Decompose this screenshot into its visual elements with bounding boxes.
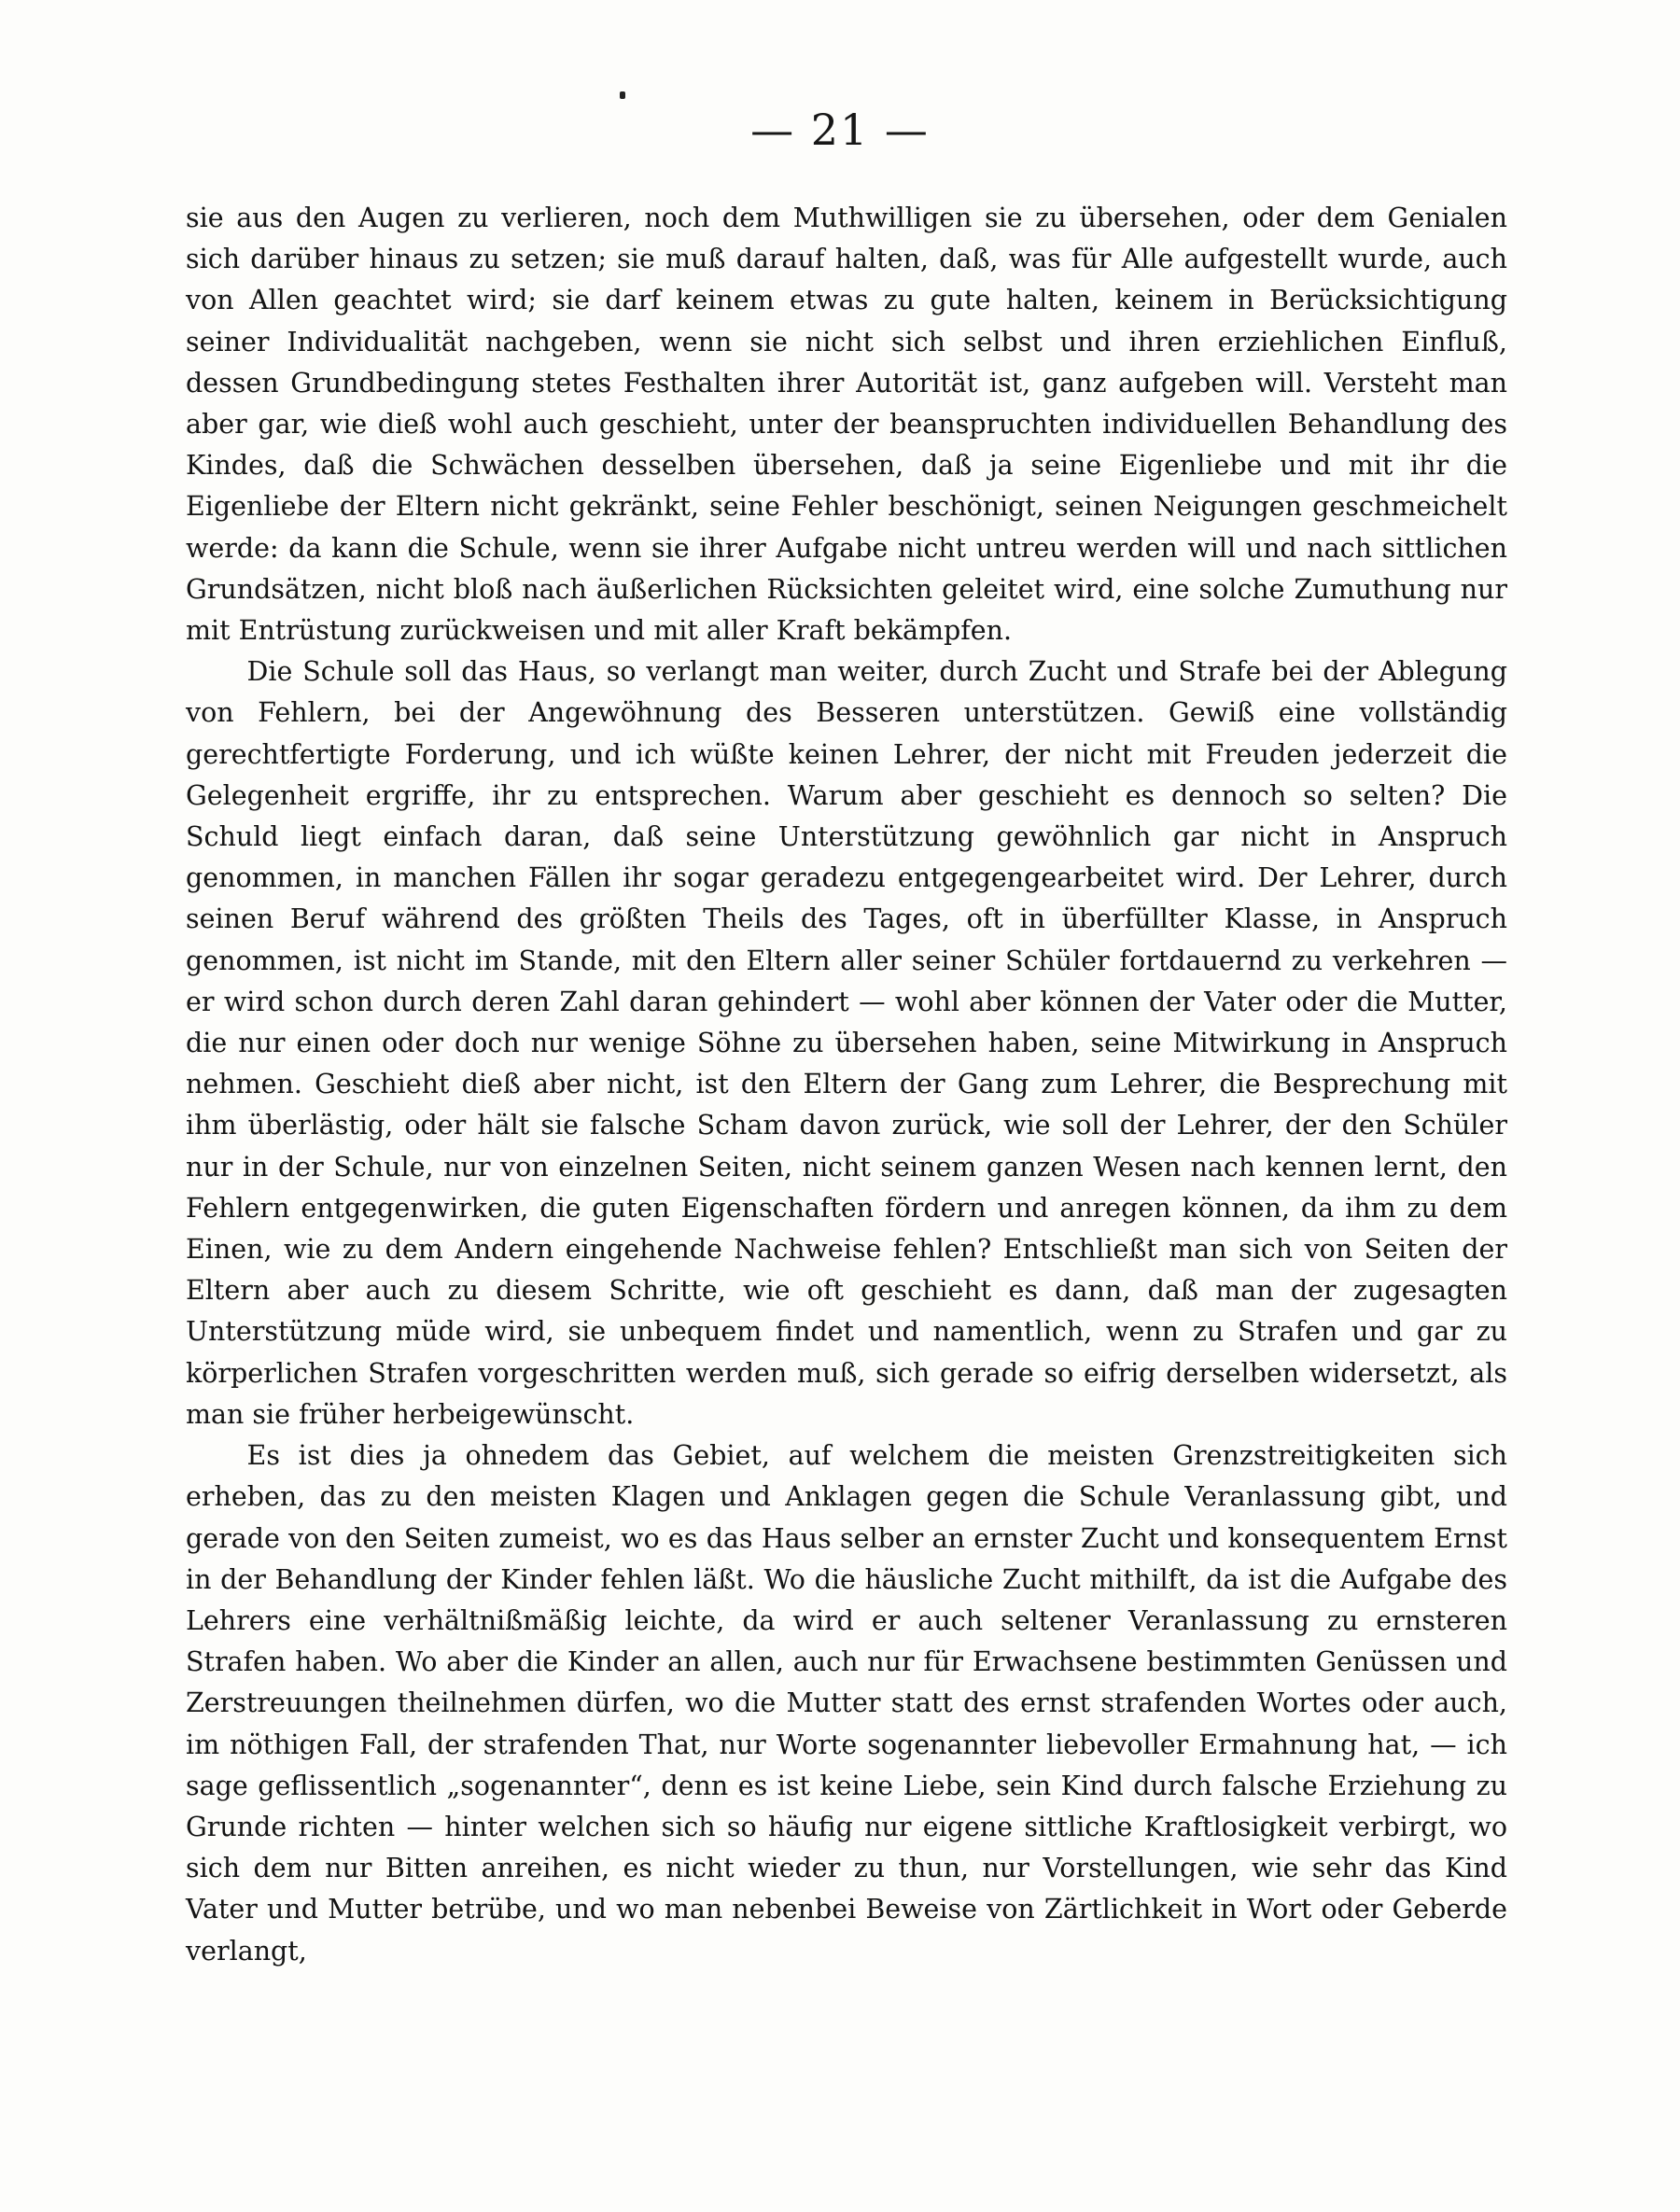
ink-speck bbox=[620, 91, 625, 99]
paragraph-school-house-discipline: Die Schule soll das Haus, so verlangt man weiter, durch Zucht und Strafe bei der Ablegung von Fehlern, bei der Angewöhnung des Besseren unterstützen. Gewiß eine vollständig gerechtfertigte Forderung, und ich wüßte keinen Lehrer, der nicht mit Freuden jederzeit die Gelegenheit ergriffe, ihr zu entsprechen. Warum aber geschieht es dennoch so selten? Die Schuld liegt einfach daran, daß seine Unterstützung gewöhnlich gar nicht in Anspruch genommen, in manchen Fällen ihr sogar geradezu entgegengearbeitet wird. Der Lehrer, durch seinen Beruf während des größten Theils des Tages, oft in überfüllter Klasse, in Anspruch genommen, ist nicht im Stande, mit den Eltern aller seiner Schüler fortdauernd zu verkehren — er wird schon durch deren Zahl daran gehindert — wohl aber können der Vater oder die Mutter, die nur einen oder doch nur wenige Söhne zu übersehen haben, seine Mitwirkung in Anspruch nehmen. Geschieht dieß aber nicht, ist den Eltern der Gang zum Lehrer, die Besprechung mit ihm überlästig, oder hält sie falsche Scham davon zurück, wie soll der Lehrer, der den Schüler nur in der Schule, nur von einzelnen Seiten, nicht seinem ganzen Wesen nach kennen lernt, den Fehlern entgegenwirken, die guten Eigenschaften fördern und anregen können, da ihm zu dem Einen, wie zu dem Andern eingehende Nachweise fehlen? Entschließt man sich von Seiten der Eltern aber auch zu diesem Schritte, wie oft geschieht es dann, daß man der zugesagten Unterstützung müde wird, sie unbequem findet und namentlich, wenn zu Strafen und gar zu körperlichen Strafen vorgeschritten werden muß, sich gerade so eifrig derselben widersetzt, als man sie früher herbeigewünscht. bbox=[186, 656, 1507, 1430]
body-text bbox=[186, 198, 1507, 1972]
page-number: — 21 — bbox=[750, 105, 930, 155]
paragraph-continued: sie aus den Augen zu verlieren, noch dem Muthwilligen sie zu übersehen, oder dem Genialen sich darüber hinaus zu setzen; sie muß darauf halten, daß, was für Alle aufgestellt wurde, auch von Allen geachtet wird; sie darf keinem etwas zu gute halten, keinem in Berücksichtigung seiner Individualität nachgeben, wenn sie nicht sich selbst und ihren erziehlichen Einfluß, dessen Grundbedingung stetes Festhalten ihrer Autorität ist, ganz aufgeben will. Versteht man aber gar, wie dieß wohl auch geschieht, unter der beanspruchten individuellen Behandlung des Kindes, daß die Schwächen desselben übersehen, daß ja seine Eigenliebe und mit ihr die Eigenliebe der Eltern nicht gekränkt, seine Fehler beschönigt, seinen Neigungen geschmeichelt werde: da kann die Schule, wenn sie ihrer Aufgabe nicht untreu werden will und nach sittlichen Grundsätzen, nicht bloß nach äußerlichen Rücksichten geleitet wird, eine solche Zumuthung nur mit Entrüstung zurückweisen und mit aller Kraft bekämpfen. bbox=[186, 203, 1507, 647]
paragraph-border-disputes: Es ist dies ja ohnedem das Gebiet, auf welchem die meisten Grenzstreitigkeiten sich erheben, das zu den meisten Klagen und Anklagen gegen die Schule Veranlassung gibt, und gerade von den Seiten zumeist, wo es das Haus selber an ernster Zucht und konsequentem Ernst in der Behandlung der Kinder fehlen läßt. Wo die häusliche Zucht mithilft, da ist die Aufgabe des Lehrers eine verhältnißmäßig leichte, da wird er auch seltener Veranlassung zu ernsteren Strafen haben. Wo aber die Kinder an allen, auch nur für Erwachsene bestimmten Genüssen und Zerstreuungen theilnehmen dürfen, wo die Mutter statt des ernst strafenden Wortes oder auch, im nöthigen Fall, der strafenden That, nur Worte sogenannter liebevoller Ermahnung hat, — ich sage geflissentlich „sogenannter“, denn es ist keine Liebe, sein Kind durch falsche Erziehung zu Grunde richten — hinter welchen sich so häufig nur eigene sittliche Kraftlosigkeit verbirgt, wo sich dem nur Bitten anreihen, es nicht wieder zu thun, nur Vorstellungen, wie sehr das Kind Vater und Mutter betrübe, und wo man nebenbei Beweise von Zärtlichkeit in Wort oder Geberde verlangt, bbox=[186, 1440, 1507, 1967]
